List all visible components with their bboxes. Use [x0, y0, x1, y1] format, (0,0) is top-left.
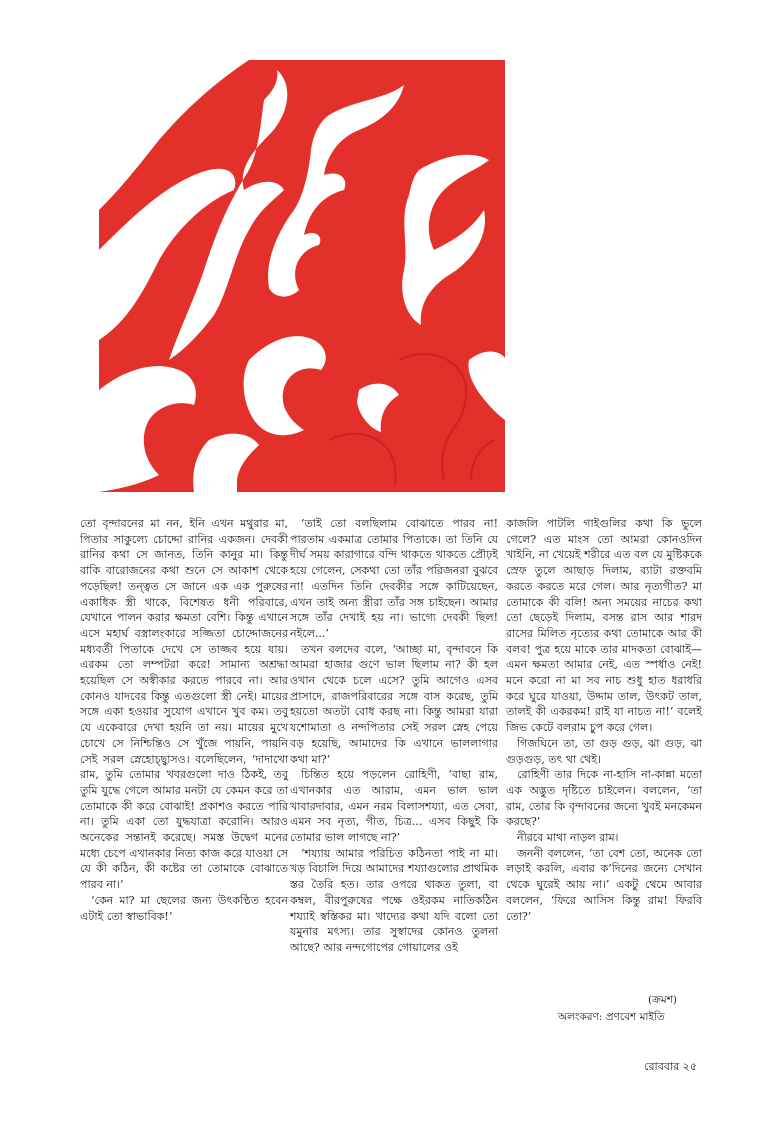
illustration [99, 60, 505, 492]
red-paper-cutout-flames-icon [99, 60, 505, 492]
paragraph: তো বৃন্দাবনের মা নন, ইনি এখন মথুরার মা, পিতার সাকুল্যে চোদ্দো রানির একজন। দেবকী রানির কথা সে জানত, তিনি কানুর মা। কিন্তু বাকি বারোজনের কথা শুনে সে আকাশ থেকে পড়েছিল! তন্ত্বত সে জানে এক এক পুরুষের একাধিক স্ত্রী থাকে, বিশেষত ধনী পরিবারে, যেখানে পালন করার ক্ষমতা বেশি। কিন্তু এখানে এসে মহার্ঘ বস্ত্রালংকারে সজ্জিতা চোদ্দোজনের মধ্যবর্তী পিতাকে দেখে সে তাজ্জব হয়ে যায়। এরকম তো লম্পটরা করে! সামান্য অশ্রদ্ধা হয়েছিল সে অস্বীকার করতে পারবে না। আর কোনও যাদবের কিন্তু এতগুলো স্ত্রী নেই। মায়ের সঙ্গে একা হওয়ার সুযোগ এখানে খুব কম। তবু যে একেবারে দেখা হয়নি তা নয়। মায়ের মুখে চোখে সে নিশ্চিন্তিও সে খুঁজে পায়নি, পায়নি সেই সরল স্নেহোচ্ছ্বাসও। বলেছিলেন, ‘দাদাখো রাম, তুমি তোমার খবরগুলো দাও ঠিকই, তবু তুমি যুদ্ধে গেলে আমার মনটা যে কেমন করে তা তোমাকে কী করে বোঝাই! প্রকাশও করতে পারি না। তুমি একা তো যুদ্ধযাত্রা করোনি। আরও অনেকের সন্তানই করেছে। সমস্ত উদ্বেগ মনের মধ্যে চেপে এখানকার নিত্য কাজ করে যাওয়া সে যে কী কঠিন, কী কষ্টের তা তোমাকে বোঝাতে পারব না।’ [80, 517, 289, 892]
article-column-3 [506, 516, 702, 924]
paragraph: গিজঘিনে তা, তা গুড় গুড়, ঝা গুড়, ঝা গুড়গুড়, তৎ থা থেই। [506, 736, 702, 766]
serial-note: (ক্রমশ) [648, 994, 678, 1006]
article-column-1 [80, 516, 288, 924]
paragraph: চিন্তিত হয়ে পড়লেন রোহিণী, ‘বাছা রাম, এখানকার এত আরাম, এমন ভাল ভাল খাবারদাবার, এমন নরম বিলাসশয্যা, এত সেবা, এমন সব নৃত্য, গীত, চিত্র... এসব কিছুই কি তোমার ভাল লাগছে না?’ [290, 768, 498, 845]
paragraph: ‘তাই তো বলছিলাম বোঝাতে পারব না! পারতাম একমাত্র তোমার পিতাকে। তা তিনি যে দীর্ঘ সময় কারাগারে বন্দি থাকতে থাকতে প্রৌঢ়ই হয়ে গেলেন, সেকথা তো তাঁর পরিজনরা বুঝবে না! এতদিন তিনি দেবকীর সঙ্গে কাটিয়েছেন, এখন তাই অন্য স্ত্রীরা তাঁর সঙ্গ চাইছেন। আমার সঙ্গে তাঁর দেখাই হয় না। ভাগ্যে দেবকী ছিল! নইলে...’ [290, 517, 498, 640]
paragraph: ‘শয্যায় আমার পরিচিত কঠিনতা পাই না মা। খড় বিচালি দিয়ে আমাদের শয্যাগুলোর প্রাথমিক স্তর তৈরি হত। তার ওপরে থাকত তুলা, বা কম্বল, বীরপুরুষের পক্ষে ওইরকম নাতিকঠিন শয্যাই স্বস্তিকর মা। খাদ্যের কথা যদি বলো তো যমুনার মৎস্য। তার সুস্বাদের কোনও তুলনা আছে? আর নন্দগোপের গোয়ালের ওই [290, 846, 498, 954]
paragraph: কাজলি পাটলি গাইগুলির কথা কি ভুলে গেলে? এত মাংস তো আমরা কোনওদিন খাইনি, না খেয়েই শরীরে এত বল যে মুষ্টিককে স্রেফ তুলে আছাড় দিলাম, ব্যাটা রক্তবমি করতে করতে মরে গেল। আর নৃত্যগীত? মা তোমাকে কী বলি! অন্য সময়ের নাচের কথা তো ছেড়েই দিলাম, বসন্ত রাস আর শারদ রাসের মিলিত নৃত্যের কথা তোমাকে আর কী বলব! পুত্র হয়ে মাকে তার মাদকতা বোঝাই— এমন ক্ষমতা আমার নেই, এত স্পর্ধাও নেই! মনে করো না মা সব নাচ শুধু হাত ধরাধরি করে ঘুরে যাওয়া, উদ্দাম তাল, উৎকট তাল, তালই কী একরকম! রাই যা নাচত না!’ বলেই জিভ কেটে বলরাম চুপ করে গেল। [506, 517, 702, 735]
article-column-2 [290, 516, 498, 956]
paragraph: তখন বলদেব বলে, ‘আচ্ছা মা, বৃন্দাবনে কি আমরা হাজার গুণে ভাল ছিলাম না? কী হল ওখান থেকে চলে এসে? তুমি আগেও এসব প্রাসাদে, রাজপরিবারের সঙ্গে বাস করেছ, তুমি হয়তো অতটা বোধ করছ না। কিন্তু আমরা যারা যশোমাতা ও নন্দপিতার সেই সরল স্নেহ পেয়ে বড় হয়েছি, আমাদের কি এখানে ভাললাগার কথা মা?’ [290, 642, 498, 766]
illustration-credit: অলংকরণ: প্রণবেশ মাইতি [558, 1011, 665, 1023]
paragraph: ‘কেন মা? মা ছেলের জন্য উৎকণ্ঠিত হবেন এটাই তো স্বাভাবিক!’ [80, 893, 288, 923]
page-folio: রোববার ২৫ [644, 1060, 697, 1073]
paragraph: জননী বললেন, ‘তা বেশ তো, অনেক তো লড়াই করলি, এবার ক’দিনের জন্যে সেখান থেকে ঘুরেই আয় না।’ একটু থেমে আবার বললেন, ‘ফিরে আসিস কিন্তু রাম! ফিরবি তো?’ [506, 846, 702, 923]
paragraph: রোহিণী তার দিকে না-হাসি না-কান্না মতো এক অদ্ভুত দৃষ্টিতে চাইলেন। বললেন, ‘তা রাম, তোর কি বৃন্দাবনের জন্যে খুবই মনকেমন করছে?’ [506, 768, 702, 829]
paragraph: নীরবে মাথা নাড়ল রাম। [517, 831, 619, 845]
